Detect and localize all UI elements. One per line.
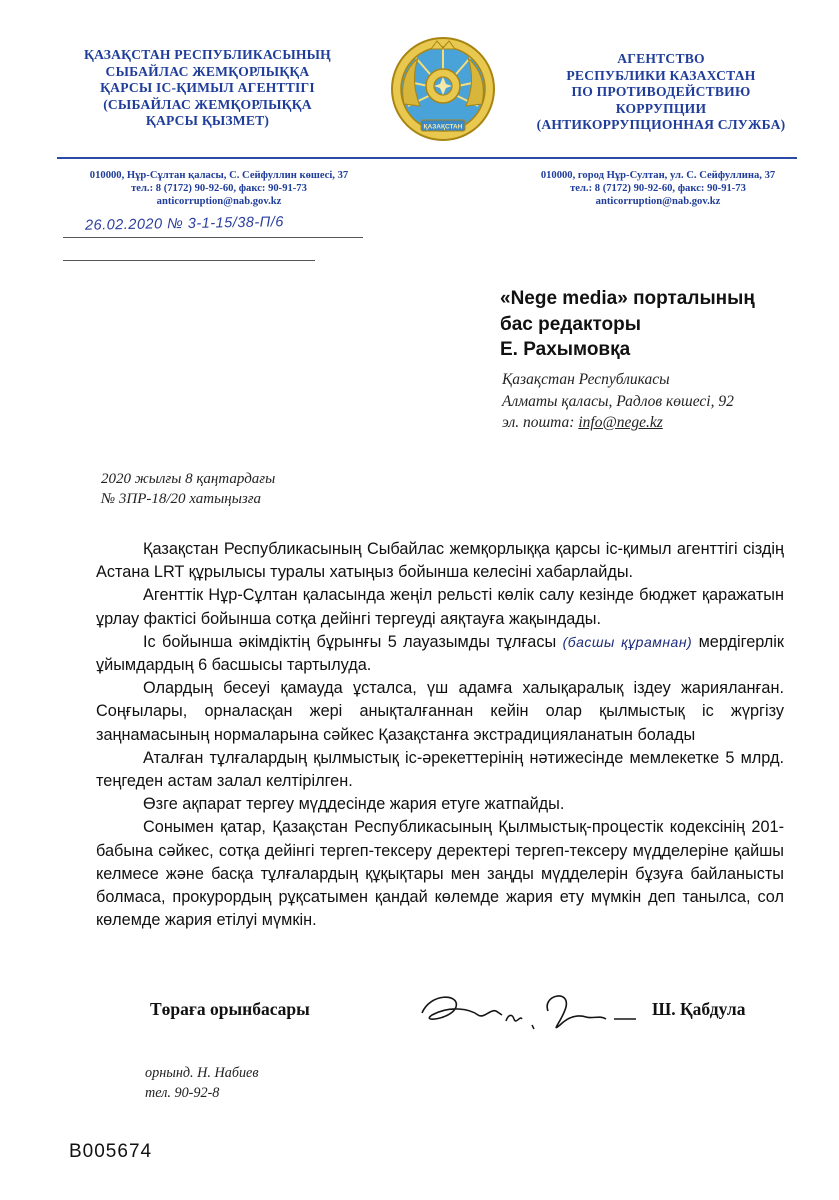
recipient-address-line: Алматы қаласы, Радлов көшесі, 92 — [502, 392, 734, 410]
body-paragraph: Агенттік Нұр-Сұлтан қаласында жеңіл рельсті көлік салу кезінде бюджет қаражатын ұрлау фактісі бойынша сотқа дейінгі тергеуді аяқтауға жақындады. — [96, 586, 784, 628]
agency-name-kazakh — [55, 47, 360, 130]
header-divider — [57, 157, 797, 159]
executor-phone: тел. 90-92-8 — [145, 1084, 220, 1101]
document-code: B005674 — [69, 1141, 153, 1162]
address-line: тел.: 8 (7172) 90-92-60, факс: 90-91-73 — [131, 183, 307, 195]
address-email: anticorruption@nab.gov.kz — [156, 196, 282, 208]
recipient-address-line: Қазақстан Республикасы — [502, 371, 670, 388]
agency-name-kazakh-line: (СЫБАЙЛАС ЖЕМҚОРЛЫҚҚА — [103, 96, 312, 112]
signatory-position: Төраға орынбасары — [150, 999, 310, 1019]
recipient-line: бас редакторы — [500, 313, 641, 335]
handwritten-signature — [410, 985, 645, 1040]
address-line: 010000, Нұр-Сұлтан қаласы, С. Сейфуллин көшесі, 37 — [89, 170, 349, 181]
agency-name-russian-line: ПО ПРОТИВОДЕЙСТВИЮ — [571, 84, 751, 100]
body-text: мердігерлік ұйымдардың 6 басшысы тартылуда. — [96, 632, 785, 675]
outgoing-number-field — [63, 213, 363, 243]
reference-line: 2020 жылғы 8 қаңтардағы — [101, 471, 276, 487]
agency-name-kazakh-line: СЫБАЙЛАС ЖЕМҚОРЛЫҚҚА — [105, 63, 310, 79]
outgoing-date-number: 26.02.2020 № 3-1-15/38-П/6 — [84, 214, 284, 234]
body-paragraph: Қазақстан Республикасының Сыбайлас жемқорлыққа қарсы іс-қимыл агенттігі сіздің Астана LRT құрылысы туралы хатыңыз бойынша келесіні хабарлайды. — [96, 540, 784, 582]
agency-name-russian-line: АГЕНТСТВО — [617, 51, 705, 66]
body-paragraph — [96, 631, 784, 677]
executor-block — [145, 1064, 259, 1103]
agency-name-kazakh-line: ҚАРСЫ ҚЫЗМЕТ) — [145, 113, 270, 129]
reference-block — [101, 469, 275, 509]
agency-name-russian — [512, 51, 810, 134]
body-paragraph: Өзге ақпарат тергеу мүддесінде жария етуге жатпайды. — [143, 795, 565, 814]
state-emblem-icon — [390, 36, 496, 142]
reference-line: № 3ПР-18/20 хатыңызға — [101, 491, 262, 507]
body-paragraph: Сонымен қатар, Қазақстан Республикасының Қылмыстық-процестік кодексінің 201-бабына сәйкес, сотқа дейінгі тергеп-тексеру деректері тергеп-тексеру мүдделеріне қайшы келмесе және басқа тұлғалардың құқықтары мен заңды мүдделерін бұзуға байланысты болмаса, прокурордың рұқсатымен қандай көлемде жария ету мүмкін деп танылса, сол көлемде жария етілуі мүмкін. — [96, 818, 784, 930]
handwritten-insertion: (басшы құрамнан) — [562, 633, 693, 650]
body-paragraph: Олардың бесеуі қамауда ұсталса, үш адамға халықаралық іздеу жарияланған. Соңғылары, орналасқан жері анықталғаннан кейін олар қылмыстық іс жүргізу заңнамасының нормаларына сәйкес Қазақстанға экстрадицияланатын болады — [96, 679, 784, 744]
executor-name: орнынд. Н. Набиев — [145, 1065, 259, 1081]
emblem-caption: ҚАЗАҚСТАН — [423, 123, 463, 131]
address-email: anticorruption@nab.gov.kz — [595, 196, 721, 208]
state-emblem — [390, 36, 496, 142]
agency-name-kazakh-line: ҚАРСЫ ІС-ҚИМЫЛ АГЕНТТІГІ — [100, 80, 315, 96]
agency-name-russian-line: РЕСПУБЛИКИ КАЗАХСТАН — [566, 67, 756, 83]
recipient-address — [502, 369, 734, 434]
signatory-name: Ш. Қабдула — [652, 999, 746, 1019]
address-kazakh — [60, 169, 378, 209]
recipient-line: «Nege media» порталының — [500, 288, 755, 309]
agency-name-kazakh-line: ҚАЗАҚСТАН РЕСПУБЛИКАСЫНЫҢ — [84, 47, 331, 62]
agency-name-russian-line: КОРРУПЦИИ — [615, 100, 707, 116]
signature-scribble — [410, 985, 645, 1040]
body-text: Іс бойынша әкімдіктің бұрынғы 5 лауазымды тұлғасы — [143, 632, 557, 651]
email-label: эл. пошта: — [502, 414, 575, 431]
letter-body — [96, 538, 784, 932]
address-line: тел.: 8 (7172) 90-92-60, факс: 90-91-73 — [570, 183, 746, 195]
outgoing-second-line — [63, 260, 315, 261]
outgoing-number-underline — [63, 237, 363, 238]
address-line: 010000, город Нұр-Султан, ул. С. Сейфуллина, 37 — [540, 170, 776, 181]
agency-name-russian-line: (АНТИКОРРУПЦИОННАЯ СЛУЖБА) — [536, 117, 786, 133]
address-russian — [508, 169, 808, 209]
recipient-name: Е. Рахымовқа — [500, 339, 631, 360]
body-paragraph: Аталған тұлғалардың қылмыстық іс-әрекеттерінің нәтижесінде мемлекетке 5 млрд. теңгеден астам залал келтірілген. — [96, 748, 784, 791]
recipient-block — [500, 286, 755, 363]
recipient-email-link[interactable]: info@nege.kz — [578, 414, 663, 431]
